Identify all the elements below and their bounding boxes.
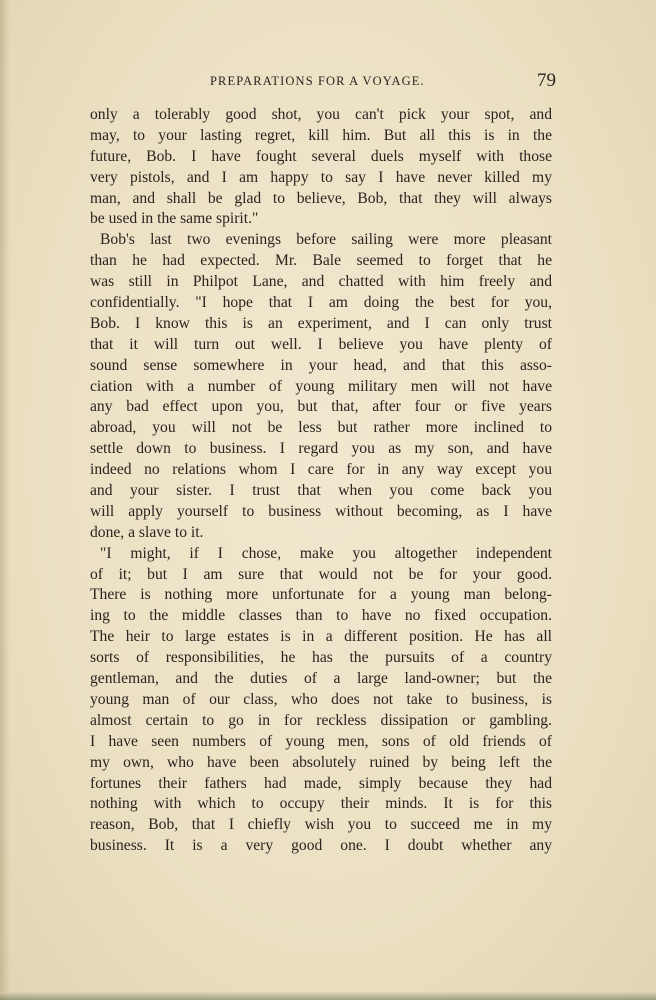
text-line: may, to your lasting regret, kill him. But all this is in the xyxy=(90,126,552,144)
binding-shadow xyxy=(0,0,10,1000)
page-number: 79 xyxy=(537,70,556,91)
running-head xyxy=(90,70,556,94)
running-title: PREPARATIONS FOR A VOYAGE. xyxy=(210,74,425,88)
text-line: be used in the same spirit." xyxy=(90,210,259,228)
text-line: Bob. I know this is an experiment, and I can only trust xyxy=(90,314,552,332)
text-line: "I might, if I chose, make you altogether independent xyxy=(100,544,552,562)
text-line: man, and shall be glad to believe, Bob, that they will always xyxy=(90,189,552,207)
text-line: any bad effect upon you, but that, after four or five years xyxy=(90,398,552,416)
text-line: fortunes their fathers had made, simply because they had xyxy=(90,774,552,792)
text-line: almost certain to go in for reckless dissipation or gambling. xyxy=(90,711,552,729)
text-line: very pistols, and I am happy to say I have never killed my xyxy=(90,168,552,186)
text-line: sound sense somewhere in your head, and that this asso- xyxy=(90,356,552,374)
text-line: ing to the middle classes than to have no fixed occupation. xyxy=(90,607,552,625)
text-line: reason, Bob, that I chiefly wish you to succeed me in my xyxy=(90,816,552,834)
text-line: young man of our class, who does not take to business, is xyxy=(90,690,552,708)
text-line: was still in Philpot Lane, and chatted with him freely and xyxy=(90,273,552,291)
text-line: nothing with which to occupy their minds. It is for this xyxy=(90,795,552,813)
text-line: and your sister. I trust that when you come back you xyxy=(90,482,552,500)
text-line: done, a slave to it. xyxy=(90,523,204,541)
text-line: my own, who have been absolutely ruined by being left the xyxy=(90,753,552,771)
text-line: confidentially. "I hope that I am doing the best for you, xyxy=(90,294,552,312)
text-line: I have seen numbers of young men, sons of old friends of xyxy=(90,732,552,750)
text-line: Bob's last two evenings before sailing were more pleasant xyxy=(100,231,552,249)
text-line: The heir to large estates is in a different position. He has all xyxy=(90,628,552,646)
text-line: only a tolerably good shot, you can't pick your spot, and xyxy=(90,106,552,123)
text-line: business. It is a very good one. I doubt whether any xyxy=(90,837,552,855)
text-line: future, Bob. I have fought several duels myself with those xyxy=(90,147,552,165)
text-line: abroad, you will not be less but rather more inclined to xyxy=(90,419,552,437)
text-line: will apply yourself to business without becoming, as I have xyxy=(90,502,552,520)
text-line: There is nothing more unfortunate for a young man belong- xyxy=(90,586,552,604)
text-line: gentleman, and the duties of a large land-owner; but the xyxy=(90,670,552,688)
text-line: ciation with a number of young military men will not have xyxy=(90,377,552,395)
text-line: of it; but I am sure that would not be for your good. xyxy=(90,565,552,583)
text-line: that it will turn out well. I believe you have plenty of xyxy=(90,335,552,353)
text-line: indeed no relations whom I care for in any way except you xyxy=(90,461,552,479)
text-line: sorts of responsibilities, he has the pursuits of a country xyxy=(90,649,552,667)
text-line: settle down to business. I regard you as my son, and have xyxy=(90,440,552,458)
page-bottom-edge xyxy=(0,992,656,1000)
body-text xyxy=(90,105,552,857)
text-line: than he had expected. Mr. Bale seemed to forget that he xyxy=(90,252,552,270)
